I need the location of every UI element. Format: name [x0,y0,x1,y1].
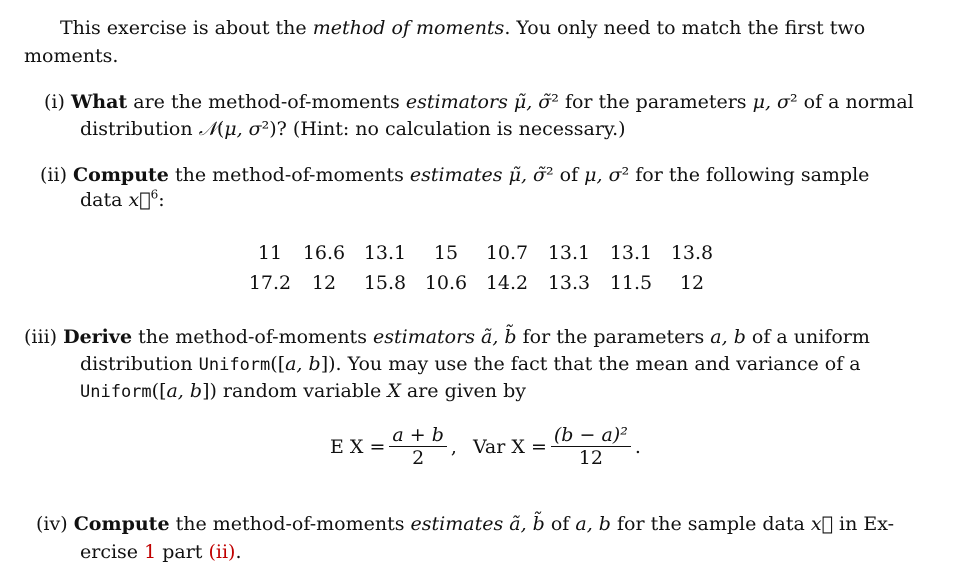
table-cell: 10.7 [485,242,529,264]
ex-denominator: 2 [412,447,425,469]
part-i-text: are the method-of-moments estimators μ̃, σ̃² for the parameters μ, σ² of a normal [133,91,914,113]
part-iv-line-2 [80,540,242,564]
part-iv-label: (iv) [36,513,68,535]
table-cell: 15.8 [363,272,407,294]
ex-numerator: a + b [389,424,447,447]
part-i-keyword: What [70,91,128,113]
part-ii-label: (ii) [40,164,67,186]
part-iv-line-1 [36,512,894,536]
intro-emph-method: method of moments [312,17,505,39]
part-ii-text: the method-of-moments estimates μ̃, σ̃² of μ, σ² for the following sample [174,164,870,186]
ex-lhs: E X = [330,435,386,458]
part-iv-suffix: . [235,541,242,563]
exercise-ref-link[interactable]: 1 [144,541,157,563]
table-cell: 12 [311,272,337,294]
table-cell: 15 [433,242,459,264]
part-iv-text: the method-of-moments estimates ã, b̃ of a, b for the sample data x⃗ in Ex- [175,513,895,535]
part-i-label: (i) [44,91,65,113]
part-iii-line-3: Uniform([a, b]) random variable X are given by [80,380,526,402]
intro-line-2: moments. [24,45,119,67]
intro-line-1 [60,16,865,40]
part-ii-line-1 [40,163,869,187]
sample-data-table [246,238,722,298]
formula-sep: , [450,435,457,458]
table-cell: 14.2 [485,272,529,294]
formula-end: . [634,435,641,458]
part-iii-keyword: Derive [63,326,133,348]
table-cell: 13.1 [547,242,591,264]
table-cell: 16.6 [302,242,346,264]
mean-variance-formula [330,424,641,469]
table-cell: 17.2 [248,272,292,294]
part-iii-line-1 [24,325,870,349]
part-i-line-1 [44,90,914,114]
table-cell: 10.6 [424,272,468,294]
part-iii-label: (iii) [24,326,58,348]
table-row [246,268,722,298]
var-lhs: Var X = [472,435,547,458]
intro-text-a: This exercise is about the [60,17,313,39]
table-row [246,238,722,268]
table-cell: 13.1 [609,242,653,264]
table-cell: 12 [679,272,705,294]
part-iv-mid: part [156,541,209,563]
table-cell: 13.8 [670,242,714,264]
part-ref-link[interactable]: (ii) [208,541,236,563]
part-iii-text: the method-of-moments estimators ã, b̃ for the parameters a, b of a uniform [138,326,870,348]
part-iv-keyword: Compute [73,513,170,535]
part-iv-prefix: ercise [80,541,145,563]
table-cell: 13.1 [363,242,407,264]
part-ii-keyword: Compute [73,164,169,186]
table-cell: 13.3 [547,272,591,294]
var-numerator: (b − a)² [551,424,631,447]
intro-text-b: . You only need to match the first two [504,17,866,39]
table-cell: 11 [257,242,283,264]
part-ii-line-2: data x⃗$^6$: [80,187,165,211]
ex-fraction [389,424,447,469]
var-fraction [551,424,631,469]
part-i-line-2: distribution 𝒩(μ, σ²)? (Hint: no calculation is necessary.) [80,118,626,140]
var-denominator: 12 [578,447,603,469]
table-cell: 11.5 [609,272,653,294]
part-iii-line-2: distribution Uniform([a, b]). You may use the fact that the mean and variance of a [80,353,861,375]
